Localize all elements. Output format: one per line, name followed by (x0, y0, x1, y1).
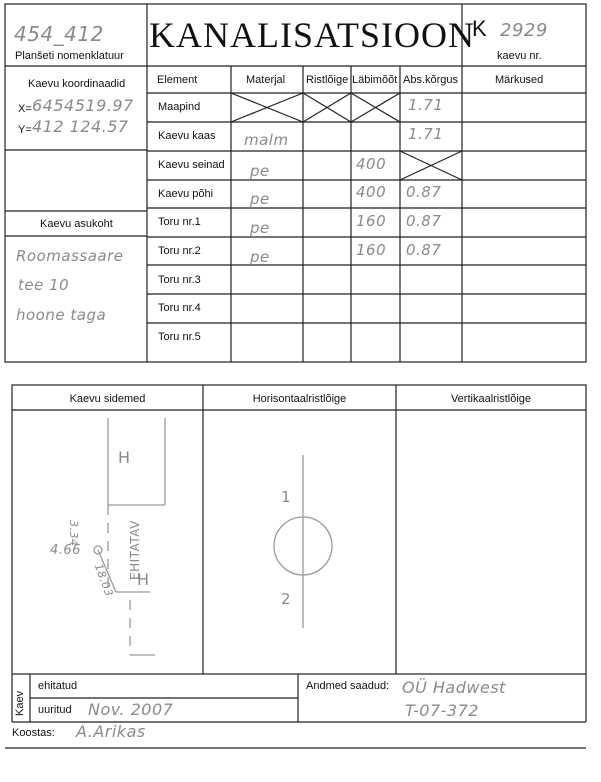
row-element: Toru nr.3 (158, 274, 201, 286)
col-header-diameter: Läbimõõt (352, 74, 398, 86)
row-material: pe (250, 162, 270, 180)
page-title: KANALISATSIOON (149, 15, 475, 55)
compiler-label: Koostas: (12, 727, 55, 739)
well-label: kaevu nr. (497, 50, 542, 62)
well-prefix: K (472, 16, 487, 41)
data-source-label: Andmed saadud: (306, 680, 390, 692)
col-header-horizontal: Horisontaalristlõige (252, 393, 347, 405)
row-height: 0.87 (406, 183, 442, 201)
row-diameter: 160 (356, 241, 387, 259)
col-header-notes: Märkused (495, 74, 544, 86)
data-source-value-2: T-07-372 (405, 701, 479, 720)
data-source-value-1: OÜ Hadwest (402, 678, 506, 697)
row-element: Kaevu kaas (158, 130, 216, 142)
row-element: Toru nr.2 (158, 245, 201, 257)
row-diameter: 400 (356, 155, 387, 173)
col-header-height: Abs.kõrgus (403, 74, 459, 86)
row-element: Toru nr.5 (158, 331, 201, 343)
x-value: 6454519.97 (32, 96, 134, 115)
row-element: Kaevu põhi (158, 188, 214, 200)
surveyed-value: Nov. 2007 (88, 700, 174, 719)
col-header-element: Element (157, 74, 198, 86)
dimension-1: 3.34 (67, 520, 80, 547)
building-text: EHITATAV (128, 520, 142, 580)
col-header-material: Materjal (246, 74, 286, 86)
row-material: pe (250, 219, 270, 237)
row-height: 1.71 (408, 125, 444, 143)
row-diameter: 400 (356, 183, 387, 201)
col-header-section: Ristlõige (306, 74, 349, 86)
coords-label: Kaevu koordinaadid (28, 78, 126, 90)
row-element: Toru nr.1 (158, 216, 201, 228)
surveyed-label: uuritud (38, 704, 72, 716)
pipe-label-2: 2 (281, 590, 292, 608)
row-element: Kaevu seinad (158, 159, 225, 171)
y-value: 412 124.57 (32, 117, 129, 136)
location-line-3: hoone taga (16, 306, 107, 324)
col-header-vertical: Vertikaalristlõige (450, 393, 532, 405)
location-line-1: Roomassaare (16, 247, 124, 265)
row-height: 0.87 (406, 212, 442, 230)
dimension-3: 18.03 (91, 562, 116, 599)
kaev-label: Kaev (14, 690, 26, 716)
row-diameter: 160 (356, 212, 387, 230)
x-label: X= (18, 103, 32, 115)
y-label: Y= (18, 124, 32, 136)
plan-number: 454_412 (14, 22, 104, 46)
row-height: 0.87 (406, 241, 442, 259)
building-label-1: H (118, 448, 131, 467)
pipe-label-1: 1 (281, 488, 292, 506)
compiler-value: A.Arikas (76, 722, 146, 741)
row-material: malm (244, 131, 289, 149)
row-element: Maapind (158, 101, 201, 113)
col-header-connections: Kaevu sidemed (69, 393, 146, 405)
location-line-2: tee 10 (18, 276, 70, 294)
well-number: 2929 (500, 20, 548, 41)
row-element: Toru nr.4 (158, 302, 201, 314)
row-material: pe (250, 248, 270, 266)
plan-label: Planšeti nomenklatuur (15, 50, 124, 62)
location-label: Kaevu asukoht (40, 218, 113, 230)
building-label-2: H (137, 570, 150, 589)
built-label: ehitatud (38, 680, 78, 692)
dimension-2: 4.66 (50, 543, 81, 558)
row-height: 1.71 (408, 96, 444, 114)
row-material: pe (250, 190, 270, 208)
